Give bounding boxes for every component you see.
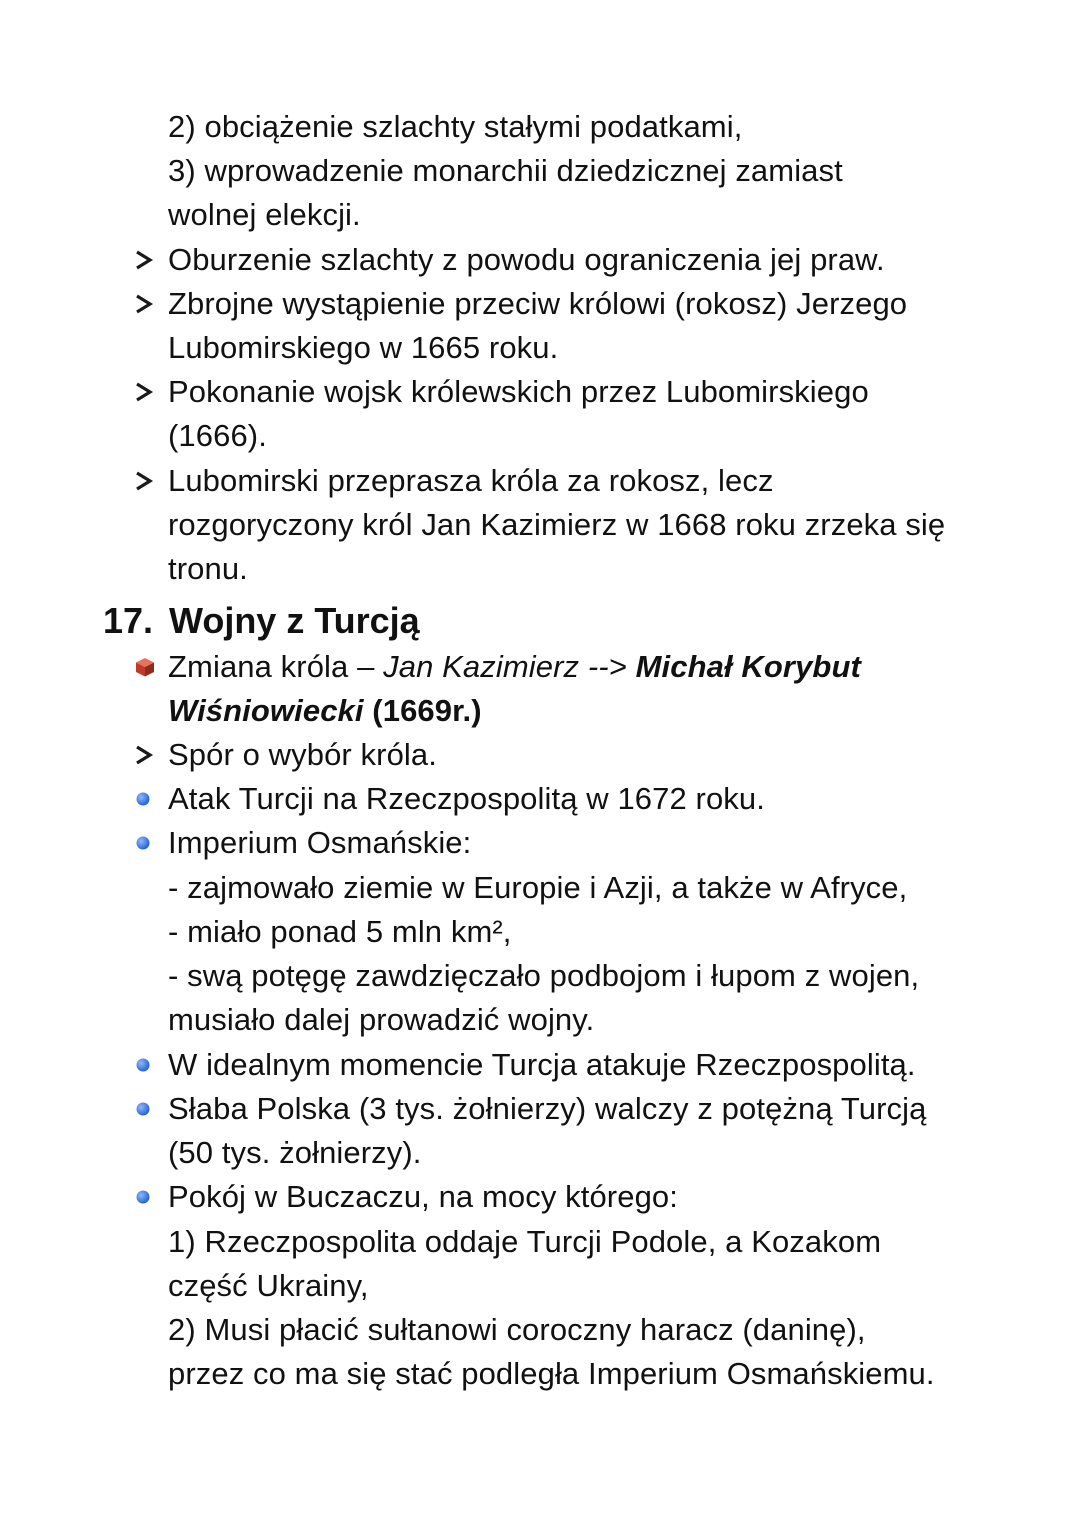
blue-bullet-icon bbox=[134, 777, 156, 821]
arrow-bullet-icon bbox=[134, 459, 156, 503]
peace-item-1-line-2: część Ukrainy, bbox=[168, 1268, 369, 1303]
new-king-part-1: Michał Korybut bbox=[635, 649, 861, 684]
empire-sub-3-line-2: musiało dalej prowadzić wojny. bbox=[168, 1002, 595, 1037]
cube-icon bbox=[134, 645, 156, 689]
arrow-bullet-icon bbox=[134, 370, 156, 414]
section-title: Wojny z Turcją bbox=[169, 600, 420, 641]
arrow-item-3-line-2: (1666). bbox=[168, 418, 267, 453]
empire-sub-1: - zajmowało ziemie w Europie i Azji, a także w Afryce, bbox=[168, 870, 908, 905]
arrow-text: --> bbox=[579, 649, 636, 684]
arrow-item-2-line-1: Zbrojne wystąpienie przeciw królowi (rokosz) Jerzego bbox=[168, 286, 908, 321]
peace-item-1-line-1: 1) Rzeczpospolita oddaje Turcji Podole, a Kozakom bbox=[168, 1224, 882, 1259]
arrow-bullet-icon bbox=[134, 733, 156, 777]
election-dispute: Spór o wybór króla. bbox=[168, 737, 437, 772]
section-heading bbox=[103, 597, 420, 645]
bullet-attack: Atak Turcji na Rzeczpospolitą w 1672 roku. bbox=[168, 781, 765, 816]
blue-bullet-icon bbox=[134, 1087, 156, 1131]
empire-sub-3-line-1: - swą potęgę zawdzięczało podbojom i łupom z wojen, bbox=[168, 958, 920, 993]
bullet-ideal-moment: W idealnym momencie Turcja atakuje Rzeczpospolitą. bbox=[168, 1047, 916, 1082]
intro-item-3-line-2: wolnej elekcji. bbox=[168, 197, 361, 232]
arrow-bullet-icon bbox=[134, 238, 156, 282]
intro-item-3-line-1: 3) wprowadzenie monarchii dziedzicznej zamiast bbox=[168, 153, 843, 188]
bullet-empire-title: Imperium Osmańskie: bbox=[168, 825, 472, 860]
arrow-item-4-line-2: rozgoryczony król Jan Kazimierz w 1668 roku zrzeka się bbox=[168, 507, 946, 542]
bullet-weak-poland-line-2: (50 tys. żołnierzy). bbox=[168, 1135, 422, 1170]
arrow-item-2-line-2: Lubomirskiego w 1665 roku. bbox=[168, 330, 559, 365]
blue-bullet-icon bbox=[134, 1175, 156, 1219]
arrow-item-4-line-1: Lubomirski przeprasza króla za rokosz, lecz bbox=[168, 463, 774, 498]
arrow-bullet-icon bbox=[134, 282, 156, 326]
king-change-label: Zmiana króla – bbox=[168, 649, 384, 684]
bullet-weak-poland-line-1: Słaba Polska (3 tys. żołnierzy) walczy z potężną Turcją bbox=[168, 1091, 927, 1126]
king-change-line-1 bbox=[168, 645, 861, 689]
intro-item-2: 2) obciążenie szlachty stałymi podatkami, bbox=[168, 109, 743, 144]
peace-item-2-line-1: 2) Musi płacić sułtanowi coroczny haracz (daninę), bbox=[168, 1312, 866, 1347]
section-number: 17. bbox=[103, 600, 154, 641]
king-change-line-2 bbox=[168, 689, 482, 733]
arrow-item-1: Oburzenie szlachty z powodu ograniczenia jej praw. bbox=[168, 242, 885, 277]
arrow-item-4-line-3: tronu. bbox=[168, 551, 248, 586]
arrow-item-3-line-1: Pokonanie wojsk królewskich przez Lubomirskiego bbox=[168, 374, 869, 409]
blue-bullet-icon bbox=[134, 1043, 156, 1087]
empire-sub-2: - miało ponad 5 mln km², bbox=[168, 914, 512, 949]
old-king: Jan Kazimierz bbox=[383, 649, 580, 684]
bullet-peace-title: Pokój w Buczaczu, na mocy którego: bbox=[168, 1179, 678, 1214]
new-king-part-2: Wiśniowiecki bbox=[168, 693, 364, 728]
king-change-year: (1669r.) bbox=[363, 693, 482, 728]
blue-bullet-icon bbox=[134, 821, 156, 865]
peace-item-2-line-2: przez co ma się stać podległa Imperium Osmańskiemu. bbox=[168, 1356, 935, 1391]
